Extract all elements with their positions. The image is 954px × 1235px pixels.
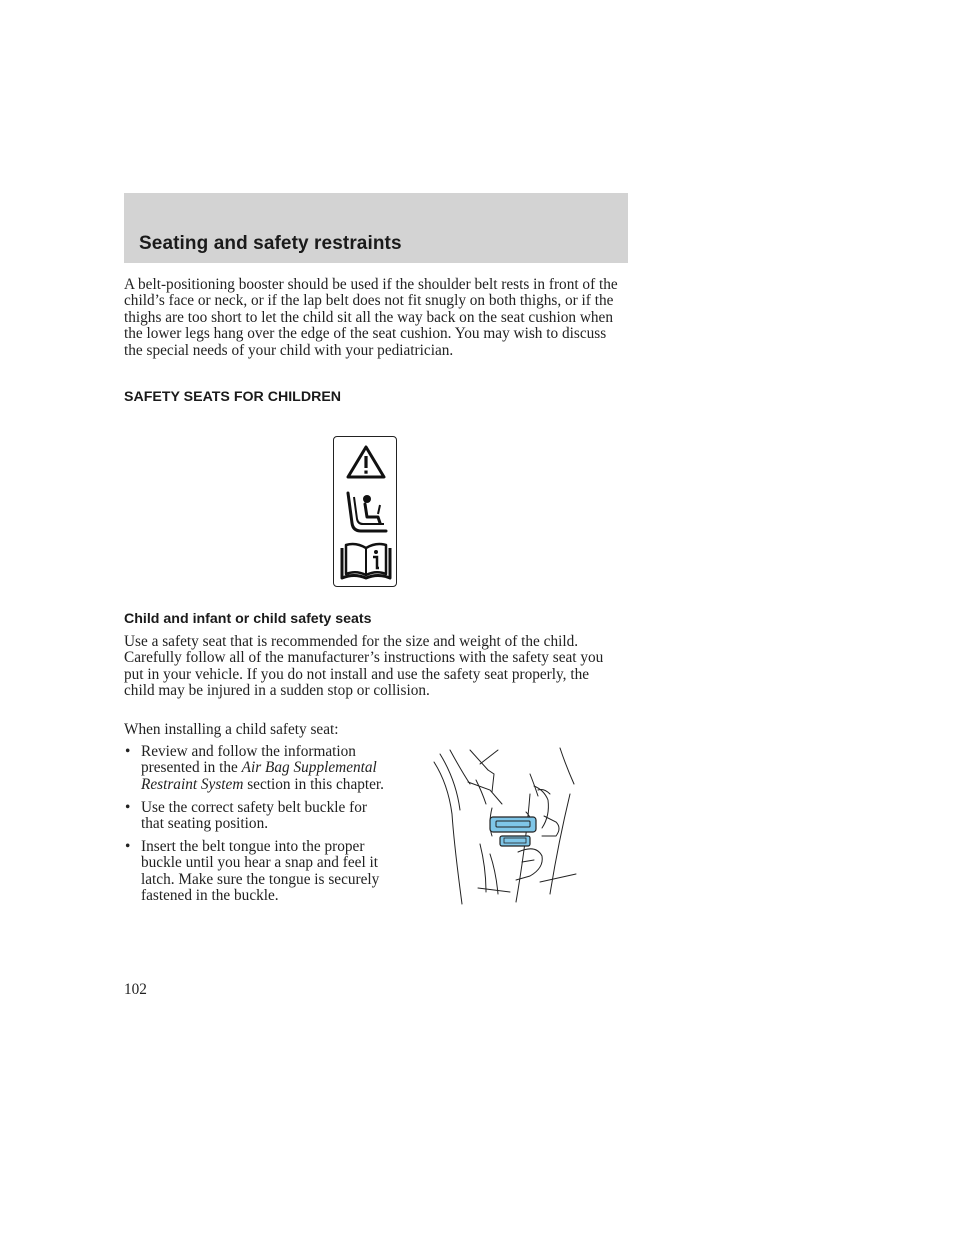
child-seat-icon (334, 487, 398, 539)
list-item (124, 839, 386, 905)
bullet-icon: • (125, 798, 131, 816)
section-header-band (124, 193, 628, 263)
child-seats-subheading: Child and infant or child safety seats (124, 611, 372, 627)
bullet-icon: • (125, 743, 131, 760)
air-bag-reference: Air Bag Supplemental Restraint System (141, 759, 377, 793)
owner-guide-book-icon (334, 538, 398, 586)
seat-belt-buckle-illustration (430, 744, 580, 909)
list-item (124, 744, 386, 793)
intro-paragraph: A belt-positioning booster should be used if the shoulder belt rests in front of the child’s face or neck, or if the lap belt does not fit snugly on both thighs, or if the thighs are too short to let the child sit all the way back on the seat cushion when the lower legs hang over the edge of the seat cushion. You may wish to discuss the special needs of your child with your pediatrician. (124, 276, 618, 359)
bullet-text-start: Review and follow the information presented in the (141, 743, 356, 777)
installation-steps-list (124, 744, 386, 911)
page-number: 102 (124, 981, 147, 998)
bullet-icon: • (125, 838, 131, 856)
bullet-text: Use the correct safety belt buckle for that seating position. (141, 798, 367, 833)
bullet-text: Insert the belt tongue into the proper buckle until you hear a snap and feel it latch. Make sure the tongue is securely fastened in the buckle. (141, 838, 380, 905)
bullet-text-end: section in this chapter. (243, 775, 385, 793)
warning-triangle-icon (334, 437, 398, 487)
installing-intro: When installing a child safety seat: (124, 721, 339, 738)
list-item (124, 800, 386, 833)
warning-symbol-panel (333, 436, 397, 587)
usage-paragraph: Use a safety seat that is recommended for the size and weight of the child. Carefully follow all of the manufacturer’s instructions with the safety seat you put in your vehicle. If you do not install and use the safety seat properly, the child may be injured in a sudden stop or collision. (124, 633, 604, 700)
section-title: Seating and safety restraints (139, 233, 402, 254)
safety-seats-heading: SAFETY SEATS FOR CHILDREN (124, 389, 342, 405)
